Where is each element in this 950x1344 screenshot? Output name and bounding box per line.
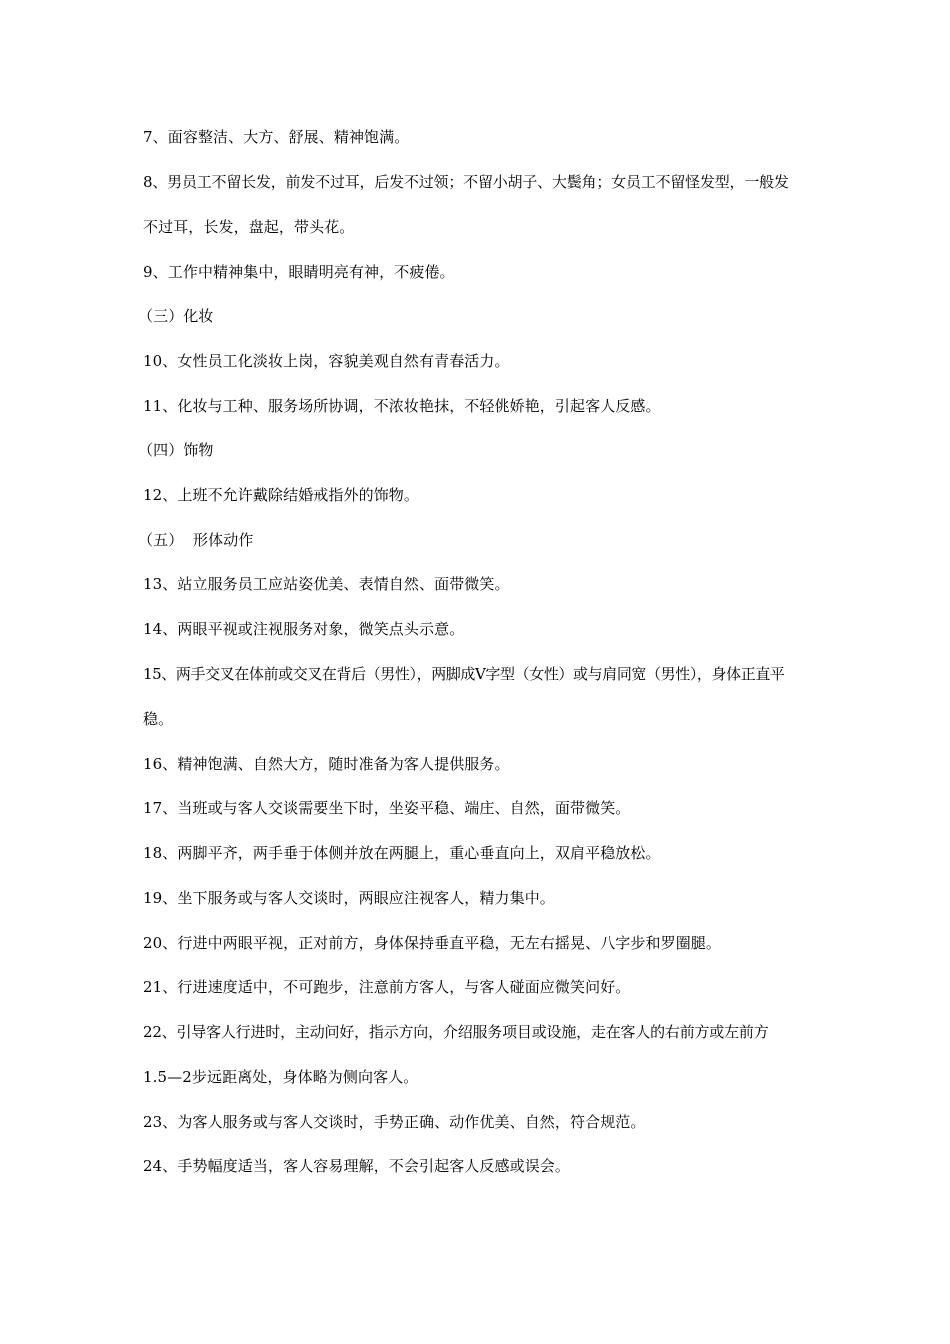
item-12: 12、上班不允许戴除结婚戒指外的饰物。: [143, 486, 419, 504]
item-21: 21、行进速度适中，不可跑步，注意前方客人，与客人碰面应微笑问好。: [143, 978, 631, 996]
item-17: 17、当班或与客人交谈需要坐下时，坐姿平稳、端庄、自然，面带微笑。: [143, 799, 631, 817]
item-14: 14、两眼平视或注视服务对象，微笑点头示意。: [143, 620, 465, 638]
item-10: 10、女性员工化淡妆上岗，容貌美观自然有青春活力。: [143, 352, 510, 370]
item-18: 18、两脚平齐，两手垂于体侧并放在两腿上，重心垂直向上，双肩平稳放松。: [143, 844, 661, 862]
item-11: 11、化妆与工种、服务场所协调，不浓妆艳抹，不轻佻娇艳，引起客人反感。: [143, 397, 661, 415]
item-24: 24、手势幅度适当，客人容易理解，不会引起客人反感或误会。: [143, 1157, 570, 1175]
section-heading-posture: （五） 形体动作: [138, 531, 254, 549]
item-15-continuation: 稳。: [143, 710, 174, 728]
item-8: 8、男员工不留长发，前发不过耳，后发不过领；不留小胡子、大鬓角；女员工不留怪发型，一般发: [143, 173, 789, 191]
item-9: 9、工作中精神集中，眼睛明亮有神，不疲倦。: [143, 263, 455, 281]
item-13: 13、站立服务员工应站姿优美、表情自然、面带微笑。: [143, 575, 510, 593]
item-22: 22、引导客人行进时，主动问好，指示方向，介绍服务项目或设施，走在客人的右前方或左前方: [143, 1023, 769, 1041]
item-19: 19、坐下服务或与客人交谈时，两眼应注视客人，精力集中。: [143, 889, 555, 907]
item-8-continuation: 不过耳，长发，盘起，带头花。: [143, 218, 355, 236]
item-22-continuation: 1.5—2步远距离处，身体略为侧向客人。: [143, 1068, 419, 1086]
item-7: 7、面容整洁、大方、舒展、精神饱满。: [143, 128, 410, 146]
section-heading-accessories: （四）饰物: [138, 441, 214, 459]
item-23: 23、为客人服务或与客人交谈时，手势正确、动作优美、自然，符合规范。: [143, 1113, 646, 1131]
item-16: 16、精神饱满、自然大方，随时准备为客人提供服务。: [143, 755, 510, 773]
section-heading-makeup: （三）化妆: [138, 307, 214, 325]
item-20: 20、行进中两眼平视，正对前方，身体保持垂直平稳，无左右摇晃、八字步和罗圈腿。: [143, 934, 721, 952]
item-15: 15、两手交叉在体前或交叉在背后（男性），两脚成Ⅴ字型（女性）或与肩同宽（男性），身体正直平: [143, 665, 785, 683]
